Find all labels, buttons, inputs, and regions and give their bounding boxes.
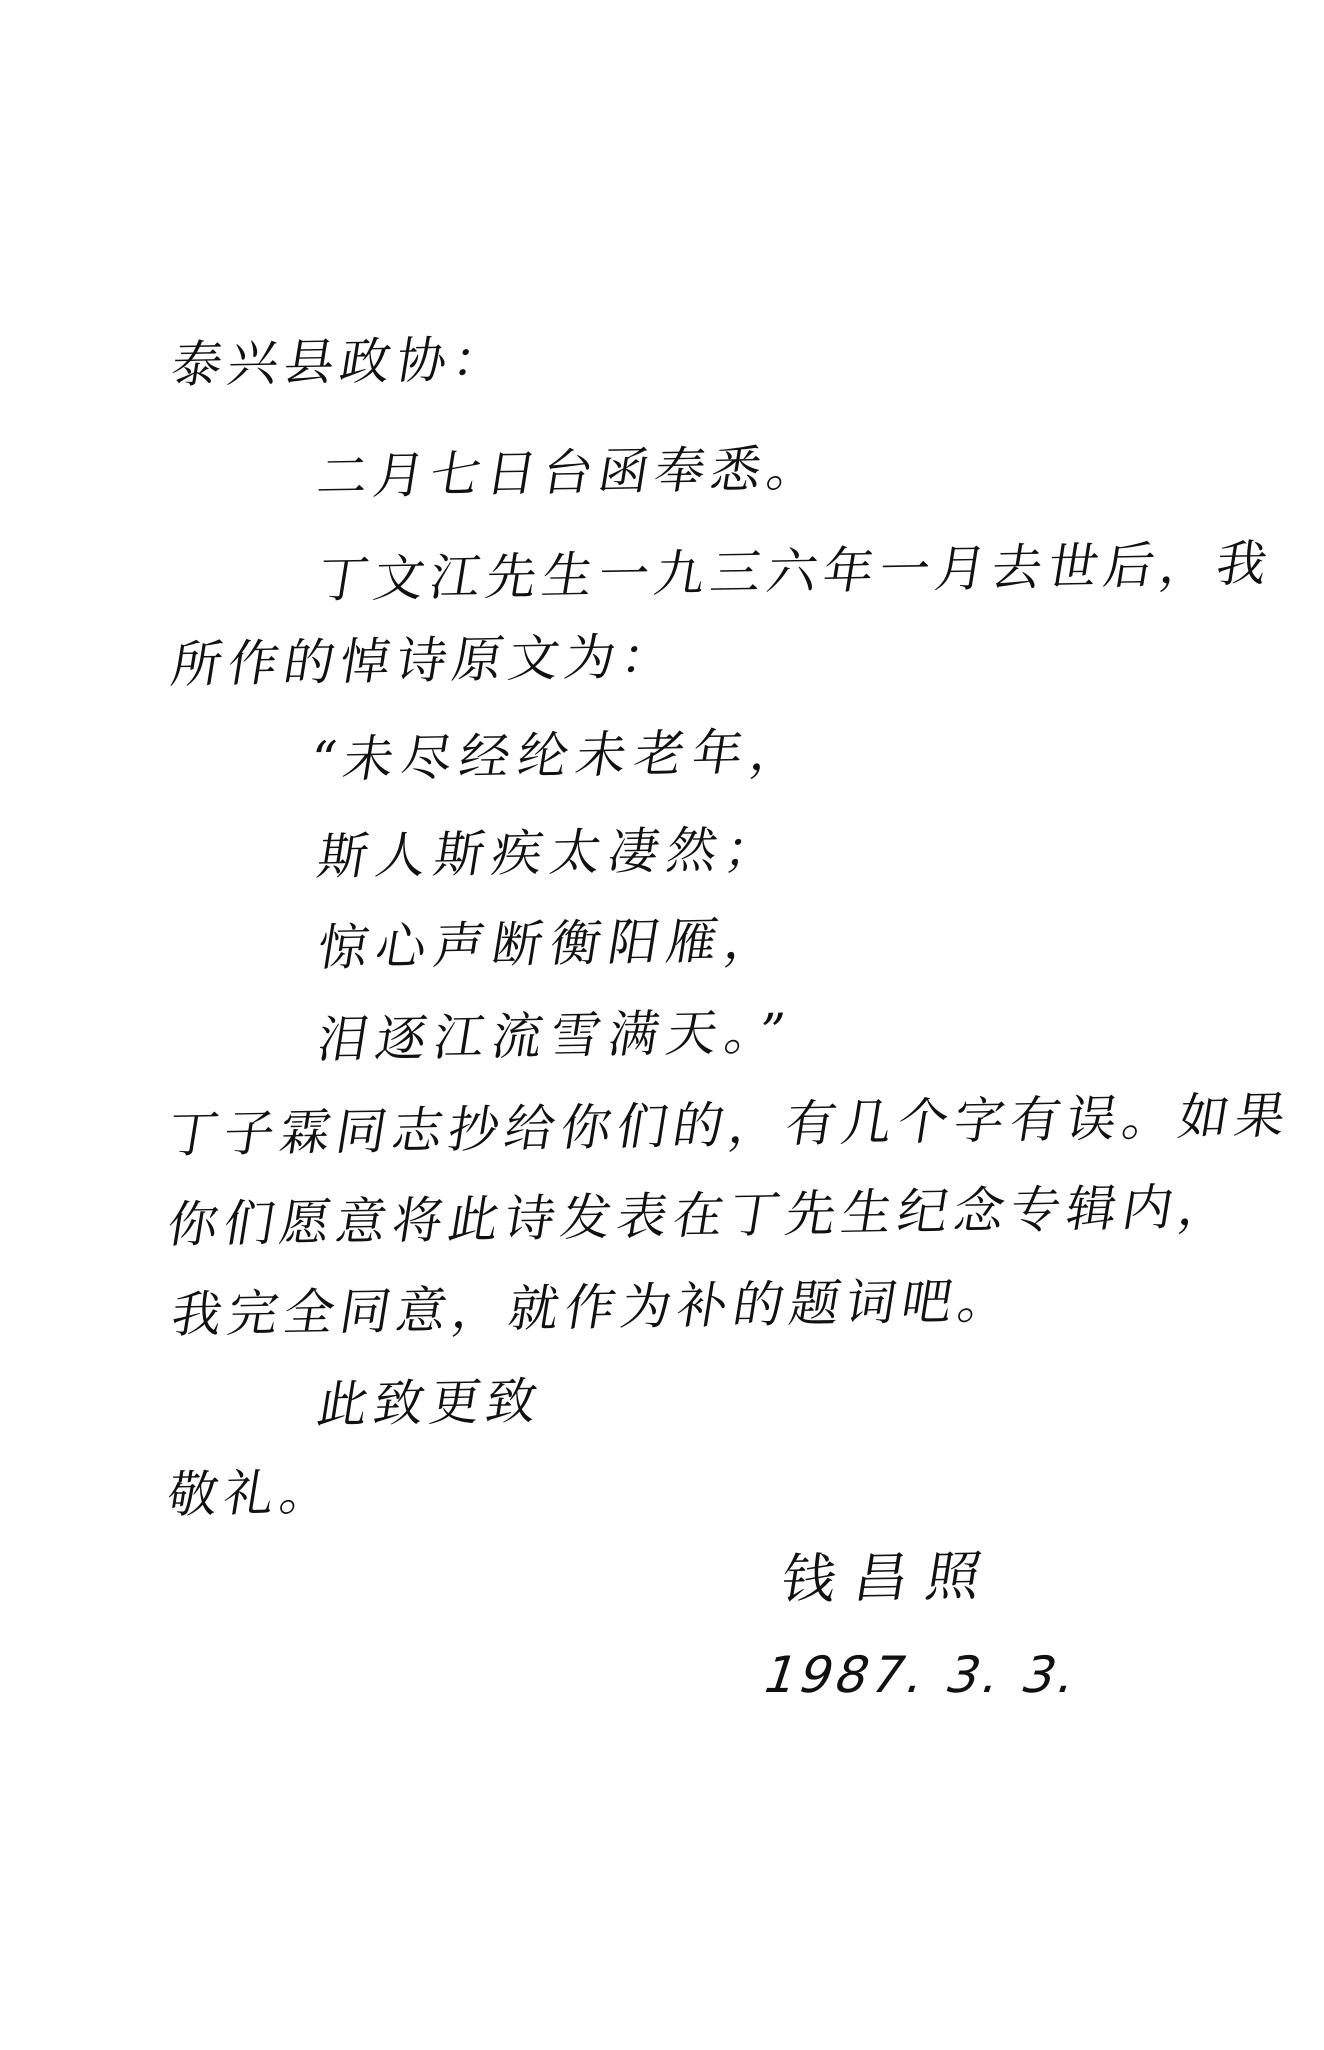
paragraph-3-end: 我完全同意，就作为补的题词吧。 [167, 1271, 1020, 1344]
salutation: 泰兴县政协： [167, 330, 514, 394]
poem-line-1: “未尽经纶未老年， [305, 722, 814, 789]
poem-line-3: 惊心声断衡阳雁， [313, 910, 788, 977]
paragraph-2: 丁文江先生一九三六年一月去世后，我 [313, 534, 1278, 609]
signature: 钱昌照 [777, 1544, 1004, 1611]
closing-line-1: 此致更致 [313, 1372, 548, 1434]
paragraph-2-cont: 所作的悼诗原文为： [167, 627, 683, 694]
date: 1987. 3. 3. [755, 1646, 1089, 1704]
poem-line-2: 斯人斯疾太凄然； [313, 819, 788, 886]
poem-line-4: 泪逐江流雪满天。” [313, 1002, 797, 1069]
paragraph-3: 丁子霖同志抄给你们的，有几个字有误。如果 [163, 1086, 1296, 1164]
paragraph-3-cont: 你们愿意将此诗发表在丁先生纪念专辑内， [163, 1177, 1240, 1254]
paragraph-1: 二月七日台函奉悉。 [313, 439, 829, 506]
closing-line-2: 敬礼。 [163, 1463, 342, 1524]
